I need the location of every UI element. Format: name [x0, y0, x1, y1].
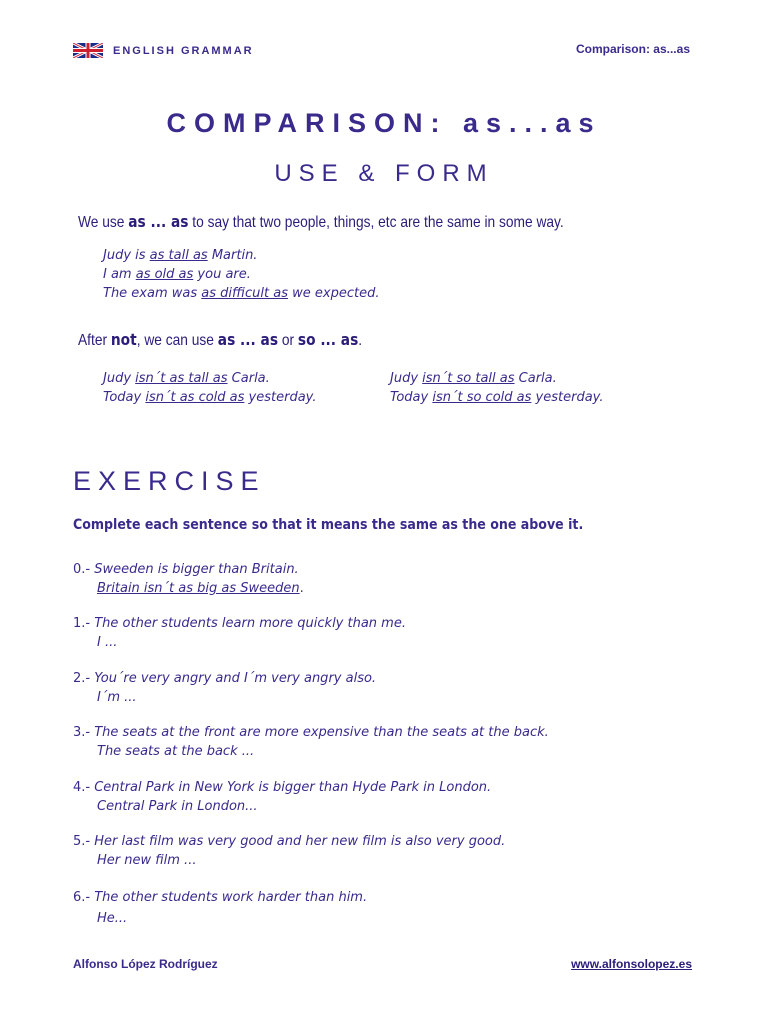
- header-left: [73, 43, 254, 58]
- exercise-item: 2.- You´re very angry and I´m very angry also. I´m ...: [73, 671, 377, 705]
- answer-prompt: Her new film ...: [97, 853, 197, 868]
- example-line: Judy isn´t so tall as Carla.: [390, 371, 557, 386]
- exercise-item: 0.- Sweeden is bigger than Britain. Britain isn´t as big as Sweeden.: [73, 562, 304, 596]
- header-title: ENGLISH GRAMMAR: [113, 44, 254, 57]
- page-subtitle: USE & FORM: [274, 160, 494, 187]
- exercise-instruction: Complete each sentence so that it means the same as the one above it.: [73, 517, 584, 533]
- answer-prompt: I ...: [97, 635, 118, 650]
- exercise-heading: EXERCISE: [73, 466, 266, 496]
- examples-2-right: [390, 369, 603, 407]
- examples-1: [103, 246, 379, 303]
- examples-2-left: [103, 369, 316, 407]
- exercise-item: 5.- Her last film was very good and her new film is also very good. Her new film ...: [73, 834, 506, 868]
- exercise-item: 1.- The other students learn more quickly than me. I ...: [73, 616, 406, 650]
- example-line: Judy isn´t as tall as Carla.: [103, 371, 270, 386]
- answer-prompt: Central Park in London...: [97, 799, 258, 814]
- rule-1: We use as ... as to say that two people, things, etc are the same in some way.: [78, 212, 564, 231]
- answer-prompt: I´m ...: [97, 690, 137, 705]
- exercise-item: 3.- The seats at the front are more expensive than the seats at the back. The seats at the back ...: [73, 725, 549, 759]
- footer-author: Alfonso López Rodríguez: [73, 957, 218, 971]
- example-line: I am as old as you are.: [103, 267, 251, 282]
- rule-1-keyword: as ... as: [128, 212, 189, 231]
- answer-prompt: The seats at the back ...: [97, 744, 255, 759]
- page-title: COMPARISON: as...as: [166, 108, 602, 138]
- header-topic: Comparison: as...as: [575, 42, 690, 56]
- rule-2: After not, we can use as ... as or so ... as.: [78, 330, 363, 349]
- example-line: The exam was as difficult as we expected.: [103, 286, 380, 301]
- uk-flag-icon: [73, 43, 103, 58]
- example-line: Judy is as tall as Martin.: [103, 248, 258, 263]
- example-line: Today isn´t as cold as yesterday.: [103, 390, 317, 405]
- example-answer: Britain isn´t as big as Sweeden: [97, 581, 300, 596]
- answer-prompt: He...: [97, 911, 128, 926]
- exercise-item: 4.- Central Park in New York is bigger than Hyde Park in London. Central Park in London...: [73, 780, 492, 814]
- example-line: Today isn´t so cold as yesterday.: [390, 390, 604, 405]
- footer-website-link[interactable]: www.alfonsolopez.es: [571, 957, 692, 971]
- exercise-item: 6.- The other students work harder than him. He...: [73, 887, 367, 929]
